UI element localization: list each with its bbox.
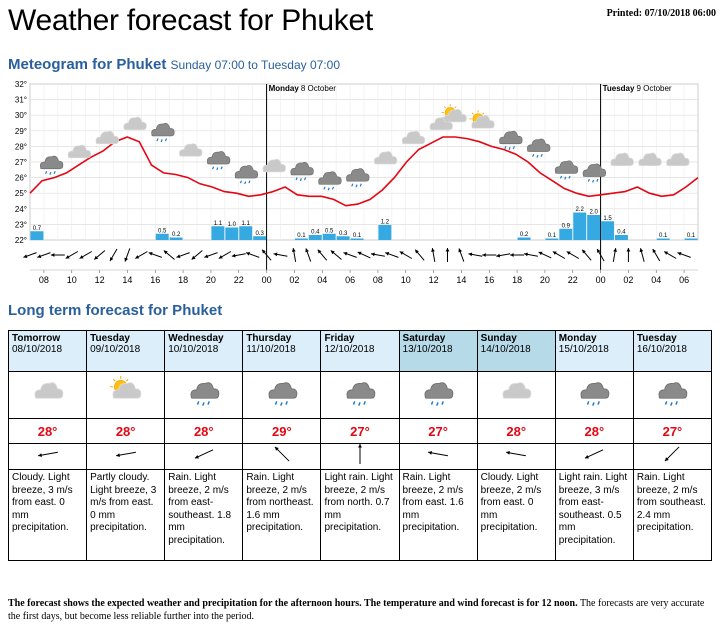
x-tick-label: 20 (205, 275, 216, 285)
wind-arrow-icon (51, 253, 65, 257)
sun-ray (126, 379, 128, 381)
rain-drop (364, 401, 365, 404)
precipitation-label: 2.2 (575, 207, 584, 213)
precipitation-label: 0.1 (297, 233, 306, 239)
wind-arrow-icon (385, 252, 398, 257)
precipitation-label: 0.2 (171, 232, 181, 238)
wind-arrow-icon (582, 250, 591, 261)
cloud-shape (269, 382, 297, 398)
y-tick-label: 23° (14, 220, 27, 230)
cloud-shape (34, 382, 62, 398)
rain-drop (593, 402, 594, 405)
wind-head (274, 253, 278, 257)
rain-drop (588, 401, 589, 404)
description-row (9, 470, 712, 561)
precipitation-label: 1.0 (227, 222, 236, 228)
day-description: Light rain. Light breeze, 2 m/s from north. 0.7 mm precipitation. (321, 470, 399, 561)
x-tick-label: 12 (94, 275, 105, 285)
day-symbol (574, 376, 614, 410)
day-marker-date: 8 October (300, 84, 336, 93)
x-tick-label: 16 (484, 275, 495, 285)
wind-arrow-icon (446, 248, 450, 262)
wind-arrow-icon (292, 248, 296, 262)
precipitation-label: 1.1 (213, 220, 223, 227)
day-marker-label (269, 84, 337, 93)
day-header (633, 331, 711, 372)
day-symbol-cell (87, 372, 165, 419)
wind-arrow-icon (305, 248, 310, 261)
x-tick-label: 06 (345, 275, 356, 285)
day-name: Tuesday (90, 333, 130, 344)
wind-arrow-icon (274, 253, 288, 257)
footer-note-bold: The forecast shows the expected weather and precipitation for the afternoon hours. The temperature and wind forecast is for 12 noon. (8, 598, 578, 609)
x-tick-label: 00 (261, 275, 272, 285)
day-marker-date: 9 October (636, 84, 672, 93)
wind-arrow-icon (431, 248, 435, 262)
cloud-shape (659, 382, 687, 398)
day-symbol (418, 376, 458, 410)
day-wind (657, 444, 687, 464)
precipitation-label: 0.1 (352, 233, 362, 239)
wind-head (468, 253, 472, 257)
x-tick-label: 04 (317, 275, 328, 285)
precipitation-bar (615, 235, 628, 240)
precipitation-label: 0.1 (686, 233, 696, 239)
day-symbol (106, 376, 146, 410)
precipitation-label: 0.1 (659, 233, 668, 239)
x-tick-label: 18 (512, 275, 523, 285)
wind-head (640, 248, 644, 252)
precipitation-bar (559, 229, 572, 240)
x-tick-label: 22 (567, 275, 578, 285)
precipitation-label: 0.5 (158, 228, 167, 235)
wind-arrow-icon (344, 252, 357, 257)
precipitation-label: 1.2 (380, 219, 390, 226)
sun-cloud-icon (110, 376, 141, 398)
rain-drop (432, 401, 433, 404)
wind-arrow-icon (164, 251, 175, 260)
wind-head (446, 248, 450, 252)
day-header-row (9, 331, 712, 372)
wind-arrow-icon (400, 252, 412, 259)
wind-arrow-icon (192, 251, 203, 260)
precipitation-bar (323, 234, 336, 240)
wind-arrow-icon (678, 252, 691, 257)
sun-ray (113, 379, 115, 381)
wind-arrow-icon (177, 253, 190, 258)
long-term-table (8, 330, 712, 561)
rain-drop (671, 402, 672, 405)
precipitation-bar (253, 236, 266, 240)
day-wind (501, 444, 531, 464)
day-wind (423, 444, 453, 464)
day-symbol (652, 376, 692, 410)
wind-arrow-icon (135, 252, 147, 259)
day-wind (345, 444, 375, 464)
x-tick-label: 02 (623, 275, 634, 285)
wind-arrow-icon (149, 252, 162, 257)
wind-arrow-icon (458, 248, 463, 261)
x-tick-labels (39, 270, 689, 285)
wind-arrow-icon (371, 253, 385, 257)
precipitation-bar (211, 226, 224, 240)
precipitation-bar (378, 225, 391, 240)
precipitation-label: 0.5 (325, 228, 334, 235)
meteogram-period: Sunday 07:00 to Tuesday 07:00 (170, 58, 340, 72)
wind-head (38, 453, 42, 457)
rain-icon (269, 382, 297, 405)
cloud-icon (34, 382, 62, 398)
y-tick-label: 31° (14, 95, 27, 105)
day-header (87, 331, 165, 372)
wind-arrow-icon (331, 251, 342, 260)
wind-arrow-icon (553, 252, 565, 259)
day-name: Saturday (402, 333, 446, 344)
cloud-shape (503, 382, 531, 398)
y-tick-label: 27° (14, 158, 27, 167)
wind-arrow-icon (358, 252, 371, 258)
long-term-heading: Long term forecast for Phuket (8, 302, 223, 319)
rain-drop (275, 401, 276, 404)
wind-arrow-icon (613, 248, 617, 262)
cloud-shape (347, 382, 375, 398)
y-tick-label: 28° (14, 142, 27, 152)
rain-drop (359, 402, 360, 405)
wind-arrow-icon (496, 254, 510, 258)
rain-drop (281, 402, 282, 405)
x-tick-label: 02 (289, 275, 300, 285)
wind-arrow-icon (124, 248, 129, 261)
day-temperature: 29° (243, 419, 321, 444)
wind-arrow-icon (524, 253, 538, 257)
wind-arrow-icon (415, 250, 424, 261)
day-symbol-cell (399, 372, 477, 419)
day-date: 13/10/2018 (402, 344, 453, 355)
day-header (399, 331, 477, 372)
precipitation-label: 0.1 (547, 233, 557, 239)
day-description: Light rain. Light breeze, 3 m/s from east-southeast. 0.5 mm precipitation. (555, 470, 633, 561)
precipitation-label: 0.4 (617, 229, 626, 236)
rain-drop (203, 402, 204, 405)
temperature-row (9, 419, 712, 444)
y-tick-label: 25° (14, 189, 27, 199)
wind-arrow-icon (567, 252, 579, 259)
day-temperature: 27° (321, 419, 399, 444)
precipitation-bar (587, 215, 600, 240)
day-wind-cell (633, 444, 711, 470)
day-symbol-cell (555, 372, 633, 419)
meteogram-chart (8, 80, 702, 292)
y-tick-label: 24° (14, 204, 27, 214)
day-marker-day: Tuesday (602, 84, 635, 93)
meteogram-heading-text: Meteogram for Phuket (8, 56, 167, 73)
day-description: Rain. Light breeze, 2 m/s from east. 1.6 mm precipitation. (399, 470, 477, 561)
precipitation-label: 0.2 (519, 232, 529, 238)
day-temperature: 28° (477, 419, 555, 444)
cloud-icon (503, 382, 531, 398)
cloud-shape (581, 382, 609, 398)
wind-arrows (23, 248, 690, 262)
wind-head (510, 253, 514, 257)
day-name: Monday (558, 333, 597, 344)
wind-arrow-icon (232, 254, 246, 258)
x-tick-label: 16 (150, 275, 161, 285)
precipitation-label: 0.7 (32, 225, 42, 232)
precipitation-bar (573, 213, 586, 241)
day-wind (579, 444, 609, 464)
rain-drop (666, 401, 667, 404)
day-symbol-cell (321, 372, 399, 419)
wind-arrow-icon (195, 450, 213, 459)
page-title: Weather forecast for Phuket (8, 4, 373, 37)
day-wind (189, 444, 219, 464)
cloud-shape (425, 382, 453, 398)
precipitation-bar (225, 228, 238, 241)
rain-icon (347, 382, 375, 405)
x-tick-label: 12 (428, 275, 439, 285)
day-date: 08/10/2018 (12, 344, 63, 355)
wind-arrow-icon (219, 252, 231, 259)
wind-arrow-icon (38, 452, 58, 457)
day-temperature: 28° (87, 419, 165, 444)
day-wind-cell (555, 444, 633, 470)
day-wind (111, 444, 141, 464)
day-description: Cloudy. Light breeze, 3 m/s from east. 0 mm precipitation. (9, 470, 87, 561)
precipitation-label: 0.3 (255, 230, 264, 237)
x-tick-label: 06 (679, 275, 690, 285)
wind-row (9, 444, 712, 470)
precipitation-bar (31, 231, 44, 240)
printed-timestamp: Printed: 07/10/2018 06:00 (606, 8, 716, 19)
footer-note (8, 597, 712, 623)
day-symbol (184, 376, 224, 410)
wind-arrow-icon (275, 447, 289, 461)
precipitation-label: 0.3 (338, 230, 348, 237)
rain-icon (425, 382, 453, 405)
rain-icon (191, 382, 219, 405)
x-tick-label: 14 (122, 275, 133, 285)
day-name: Wednesday (168, 333, 224, 344)
day-name: Tomorrow (12, 333, 61, 344)
day-date: 14/10/2018 (480, 344, 531, 355)
x-tick-label: 20 (539, 275, 550, 285)
day-name: Tuesday (636, 333, 677, 344)
wind-head (496, 254, 500, 258)
wind-arrow-icon (246, 252, 259, 257)
wind-arrow-icon (468, 253, 482, 257)
wind-head (428, 451, 432, 455)
wind-arrow-icon (23, 253, 36, 258)
day-symbol-cell (165, 372, 243, 419)
x-tick-label: 14 (456, 275, 467, 285)
rain-drop (676, 401, 677, 404)
day-wind (33, 444, 63, 464)
precipitation-bar (601, 221, 614, 240)
x-tick-label: 08 (38, 275, 49, 285)
day-temperature: 27° (399, 419, 477, 444)
x-tick-label: 10 (66, 275, 77, 285)
day-wind-cell (87, 444, 165, 470)
wind-head (482, 253, 486, 257)
day-temperature: 28° (9, 419, 87, 444)
day-description: Rain. Light breeze, 2 m/s from northeast. 1.6 mm precipitation. (243, 470, 321, 561)
rain-icon (659, 382, 687, 405)
wind-arrow-icon (665, 447, 679, 461)
day-name: Sunday (480, 333, 517, 344)
day-header (165, 331, 243, 372)
x-tick-label: 10 (400, 275, 411, 285)
wind-arrow-icon (510, 253, 524, 257)
wind-arrow-icon (318, 250, 327, 261)
rain-drop (437, 402, 438, 405)
day-symbol (340, 376, 380, 410)
wind-head (232, 254, 236, 258)
precipitation-bar (309, 235, 322, 240)
day-temperature: 28° (165, 419, 243, 444)
day-symbol-cell (477, 372, 555, 419)
day-symbol (496, 376, 536, 410)
day-date: 12/10/2018 (324, 344, 375, 355)
wind-head (626, 248, 630, 252)
day-header (555, 331, 633, 372)
wind-arrow-icon (428, 451, 448, 456)
day-header (477, 331, 555, 372)
wind-head (358, 444, 362, 448)
rain-drop (286, 401, 287, 404)
day-symbol (28, 376, 68, 410)
rain-icon (581, 382, 609, 405)
y-tick-label: 32° (14, 80, 27, 89)
wind-head (116, 453, 120, 457)
day-symbol-cell (243, 372, 321, 419)
day-symbol (262, 376, 302, 410)
day-date: 15/10/2018 (558, 344, 609, 355)
wind-arrow-icon (506, 451, 526, 456)
symbol-row (9, 372, 712, 419)
x-tick-label: 04 (651, 275, 662, 285)
wind-head (51, 253, 55, 257)
precipitation-label: 1.1 (241, 220, 250, 227)
cloud-shape (191, 382, 219, 398)
day-symbol-cell (633, 372, 711, 419)
x-tick-label: 18 (178, 275, 189, 285)
day-temperature: 27° (633, 419, 711, 444)
day-symbol-cell (9, 372, 87, 419)
day-description: Rain. Light breeze, 2 m/s from east-southeast. 1.8 mm precipitation. (165, 470, 243, 561)
rain-drop (598, 401, 599, 404)
wind-arrow-icon (110, 249, 117, 261)
rain-drop (208, 401, 209, 404)
wind-head (371, 253, 375, 257)
day-description: Rain. Light breeze, 2 m/s from southeast. 2.4 mm precipitation. (633, 470, 711, 561)
day-date: 09/10/2018 (90, 344, 141, 355)
y-tick-label: 30° (14, 111, 27, 121)
day-description: Partly cloudy. Light breeze, 3 m/s from east. 0 mm precipitation. (87, 470, 165, 561)
day-wind-cell (399, 444, 477, 470)
wind-arrow-icon (94, 251, 105, 260)
day-temperature: 28° (555, 419, 633, 444)
day-marker-label (603, 84, 672, 93)
precipitation-label: 1.5 (603, 215, 612, 222)
wind-arrow-icon (482, 253, 496, 257)
rain-drop (197, 401, 198, 404)
wind-arrow-icon (585, 450, 603, 459)
wind-head (292, 248, 296, 252)
footer-note-text: The forecasts are very accurate the first days, but become less reliable further into the period. (8, 598, 705, 622)
day-date: 16/10/2018 (636, 344, 687, 355)
y-tick-label: 22° (14, 236, 27, 245)
day-wind-cell (321, 444, 399, 470)
wind-arrow-icon (653, 249, 660, 261)
wind-arrow-icon (204, 253, 217, 258)
day-header (321, 331, 399, 372)
wind-head (506, 451, 510, 455)
day-wind (267, 444, 297, 464)
wind-arrow-icon (640, 248, 645, 262)
wind-arrow-icon (626, 248, 630, 262)
day-marker-day: Monday (268, 84, 299, 93)
wind-arrow-icon (80, 252, 92, 259)
y-tick-label: 29° (14, 126, 27, 136)
wind-arrow-icon (37, 253, 50, 258)
wind-arrow-icon (539, 252, 552, 258)
wind-head (524, 253, 528, 257)
day-wind-cell (477, 444, 555, 470)
day-wind-cell (165, 444, 243, 470)
precipitation-label: 0.4 (311, 229, 320, 236)
day-name: Thursday (246, 333, 292, 344)
precipitation-label: 0.9 (561, 223, 570, 230)
rain-drop (442, 401, 443, 404)
precipitation-label: 2.0 (589, 209, 598, 216)
x-tick-label: 08 (372, 275, 383, 285)
wind-arrow-icon (358, 444, 362, 464)
day-wind-cell (243, 444, 321, 470)
rain-drop (353, 401, 354, 404)
day-name: Friday (324, 333, 355, 344)
precipitation-bar (239, 226, 252, 240)
precipitation-bar (337, 236, 350, 240)
x-tick-label: 22 (233, 275, 244, 285)
meteogram-heading (8, 56, 340, 73)
y-tick-label: 26° (14, 173, 27, 183)
wind-arrow-icon (116, 452, 136, 457)
day-header (243, 331, 321, 372)
x-tick-label: 00 (595, 275, 606, 285)
day-date: 10/10/2018 (168, 344, 219, 355)
wind-arrow-icon (66, 252, 78, 259)
wind-arrow-icon (664, 252, 676, 259)
day-header (9, 331, 87, 372)
day-description: Cloudy. Light breeze, 2 m/s from east. 0 mm precipitation. (477, 470, 555, 561)
day-wind-cell (9, 444, 87, 470)
wind-head (431, 248, 435, 252)
day-date: 11/10/2018 (246, 344, 296, 355)
precipitation-bar (156, 234, 169, 240)
wind-head (613, 248, 617, 252)
